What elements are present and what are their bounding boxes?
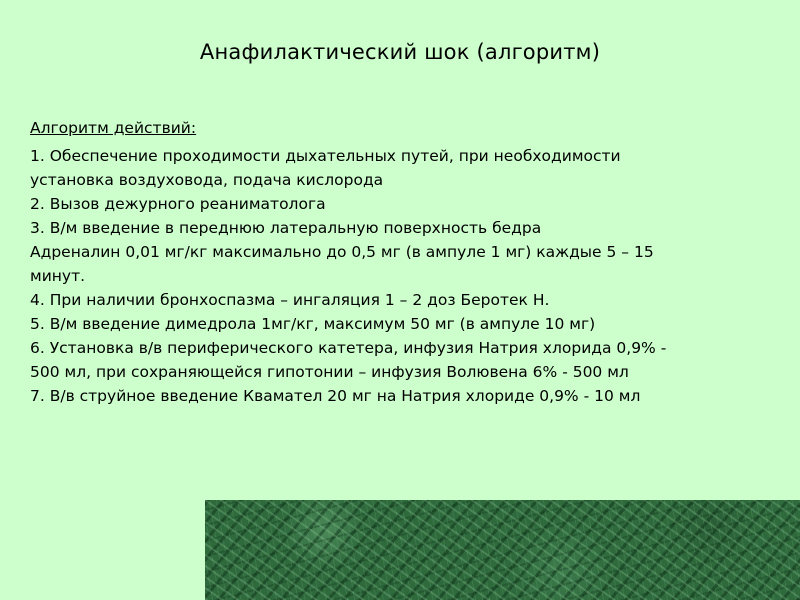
step-6-line-2: 500 мл, при сохраняющейся гипотонии – инфузия Волювена 6% - 500 мл bbox=[30, 363, 629, 381]
slide-title: Анафилактический шок (алгоритм) bbox=[199, 40, 601, 64]
step-3-line-3: минут. bbox=[30, 267, 86, 285]
step-7-line: 7. В/в струйное введение Квамател 20 мг на Натрия хлориде 0,9% - 10 мл bbox=[30, 387, 641, 405]
algorithm-content bbox=[30, 118, 780, 408]
step-1-line-2: установка воздуховода, подача кислорода bbox=[30, 171, 384, 189]
step-4-line: 4. При наличии бронхоспазма – ингаляция 1 – 2 доз Беротек Н. bbox=[30, 291, 550, 309]
decorative-texture-block bbox=[205, 500, 800, 600]
step-3-line-2: Адреналин 0,01 мг/кг максимально до 0,5 мг (в ампуле 1 мг) каждые 5 – 15 bbox=[30, 243, 654, 261]
step-2-line: 2. Вызов дежурного реаниматолога bbox=[30, 195, 326, 213]
step-5-line: 5. В/м введение димедрола 1мг/кг, максимум 50 мг (в ампуле 10 мг) bbox=[30, 315, 596, 333]
step-1-line-1: 1. Обеспечение проходимости дыхательных путей, при необходимости bbox=[30, 147, 621, 165]
step-6-line-1: 6. Установка в/в периферического катетера, инфузия Натрия хлорида 0,9% - bbox=[30, 339, 667, 357]
algorithm-subheading: Алгоритм действий: bbox=[30, 119, 197, 137]
step-3-line-1: 3. В/м введение в переднюю латеральную поверхность бедра bbox=[30, 219, 542, 237]
algorithm-steps bbox=[30, 144, 780, 408]
